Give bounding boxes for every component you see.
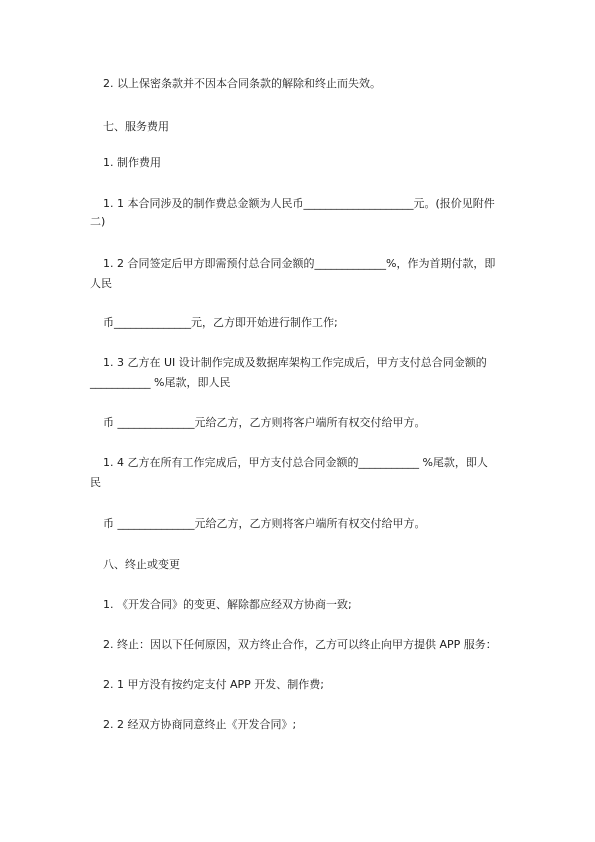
paragraph-confidentiality-survival: 2. 以上保密条款并不因本合同条款的解除和终止而失效。	[103, 77, 381, 90]
section-heading-termination: 八、终止或变更	[103, 558, 180, 571]
paragraph-1-2-continuation: 币______________元，乙方即开始进行制作工作;	[103, 316, 338, 329]
paragraph-1-2-line-1: 1. 2 合同签定后甲方即需预付总合同金额的_____________%，作为首期付款，即	[103, 257, 496, 270]
paragraph-1-4-line-1: 1. 4 乙方在所有工作完成后，甲方支付总合同金额的___________ %尾款，即人	[103, 456, 488, 469]
subheading-production-fee: 1. 制作费用	[103, 156, 161, 169]
section-heading-service-fees: 七、服务费用	[103, 120, 169, 133]
paragraph-1-1-line-2: 二)	[90, 215, 106, 228]
paragraph-2-2-mutual-termination: 2. 2 经双方协商同意终止《开发合同》;	[103, 718, 297, 731]
paragraph-1-3-continuation: 币 ______________元给乙方，乙方则将客户端所有权交付给甲方。	[103, 416, 426, 429]
paragraph-1-3-line-2: ___________ %尾款，即人民	[90, 376, 231, 389]
paragraph-1-3-ui-payment	[90, 355, 530, 391]
paragraph-1-4-line-2: 民	[90, 476, 101, 489]
paragraph-1-3-line-1: 1. 3 乙方在 UI 设计制作完成及数据库架构工作完成后，甲方支付总合同金额的	[103, 356, 487, 369]
paragraph-1-1-line-1: 1. 1 本合同涉及的制作费总金额为人民币____________________元。(报价见附件	[103, 197, 495, 210]
paragraph-contract-change: 1. 《开发合同》的变更、解除都应经双方协商一致;	[103, 598, 352, 611]
paragraph-1-4-final-payment	[90, 455, 530, 491]
paragraph-2-1-nonpayment: 2. 1 甲方没有按约定支付 APP 开发、制作费;	[103, 678, 324, 691]
paragraph-1-2-line-2: 人民	[90, 277, 112, 290]
paragraph-1-1-total-fee	[90, 196, 530, 230]
paragraph-1-4-continuation: 币 ______________元给乙方，乙方则将客户端所有权交付给甲方。	[103, 517, 426, 530]
paragraph-termination-reasons: 2. 终止：因以下任何原因，双方终止合作，乙方可以终止向甲方提供 APP 服务：	[103, 638, 497, 651]
paragraph-1-2-prepayment	[90, 256, 530, 292]
